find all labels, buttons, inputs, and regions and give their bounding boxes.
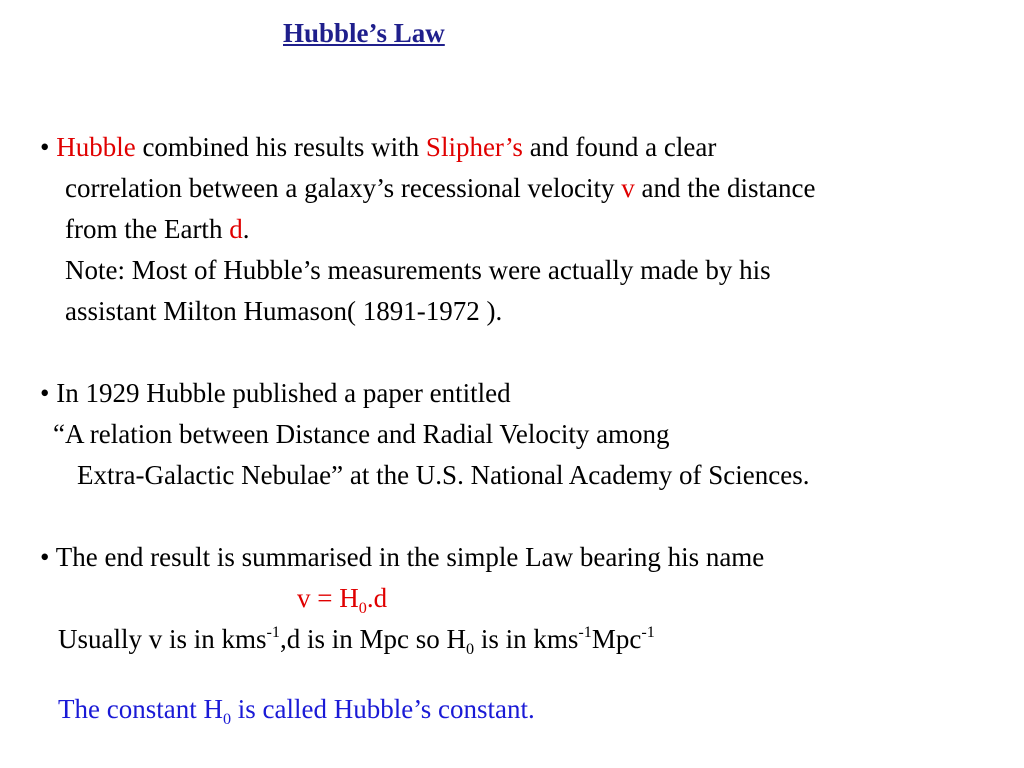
- text: from the Earth: [65, 214, 223, 244]
- text: .: [242, 214, 250, 244]
- units-text: is in kms: [474, 624, 579, 654]
- text: combined his results with: [142, 132, 420, 162]
- units-subscript: 0: [466, 639, 475, 658]
- formula-h: H: [339, 583, 359, 613]
- text: correlation between a galaxy’s recessional velocity: [65, 173, 615, 203]
- units-text: Usually v is in kms: [58, 624, 267, 654]
- para1-line1: [40, 130, 716, 164]
- para1-line3: [65, 212, 249, 246]
- para2-line2: “A relation between Distance and Radial Velocity among: [53, 419, 670, 449]
- units-exponent: -1: [266, 622, 280, 641]
- velocity-symbol: v: [621, 173, 635, 203]
- formula-equals: =: [317, 583, 333, 613]
- slide-title: Hubble’s Law: [283, 18, 445, 48]
- note-text: is called Hubble’s constant.: [231, 694, 535, 724]
- formula-d: .d: [366, 583, 388, 613]
- para1-note-line2: assistant Milton Humason( 1891-1972 ).: [65, 296, 503, 326]
- para1-note-line1: Note: Most of Hubble’s measurements were actually made by his: [65, 255, 771, 285]
- slipher-name: Slipher’s: [425, 132, 523, 162]
- units-exponent: -1: [578, 622, 592, 641]
- text: and found a clear: [529, 132, 717, 162]
- para2-line3: Extra-Galactic Nebulae” at the U.S. National Academy of Sciences.: [77, 460, 810, 490]
- units-text: ,d is in Mpc so H: [280, 624, 467, 654]
- note-text: The constant H: [58, 694, 223, 724]
- units-text: Mpc: [591, 624, 642, 654]
- hubble-constant-note: [58, 692, 535, 726]
- bullet: •: [40, 132, 50, 162]
- note-subscript: 0: [222, 709, 232, 728]
- units-exponent: -1: [641, 622, 655, 641]
- para2-line1: • In 1929 Hubble published a paper entitled: [40, 378, 511, 408]
- para3-line1: • The end result is summarised in the simple Law bearing his name: [40, 542, 765, 572]
- units-line: [58, 622, 655, 656]
- hubble-name: Hubble: [56, 132, 136, 162]
- formula-v: v: [297, 583, 311, 613]
- distance-symbol: d: [229, 214, 243, 244]
- para1-line2: [65, 171, 815, 205]
- formula-subscript: 0: [358, 598, 367, 617]
- hubble-law-formula: [297, 581, 387, 615]
- text: and the distance: [641, 173, 816, 203]
